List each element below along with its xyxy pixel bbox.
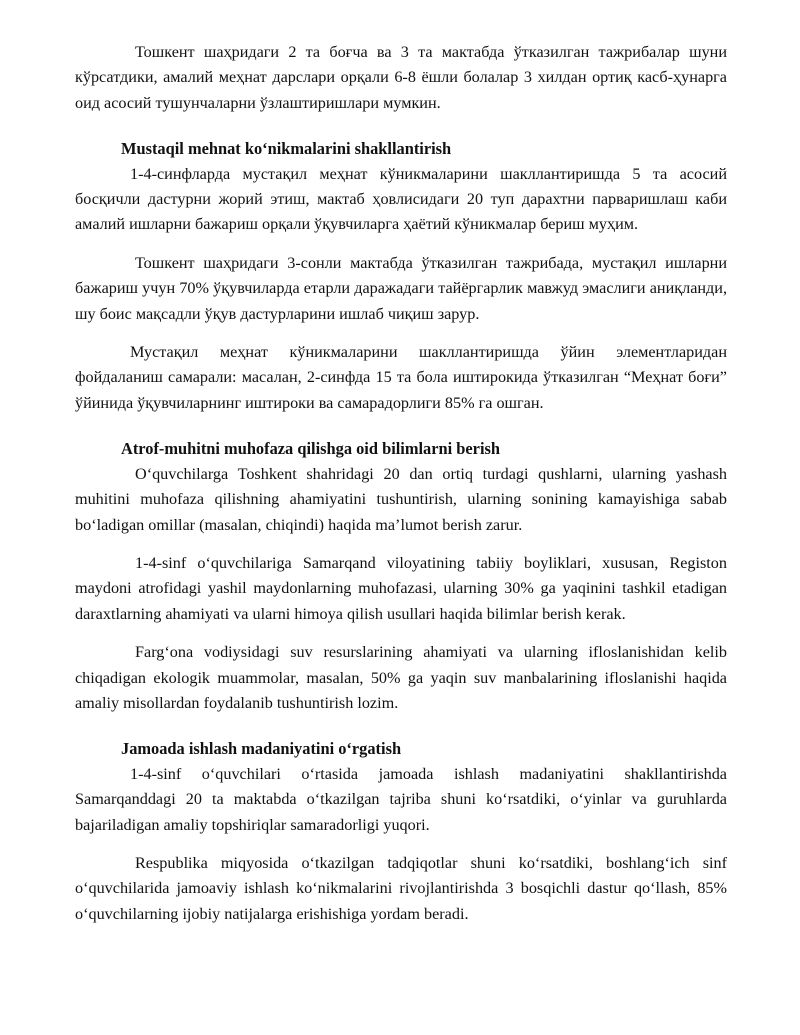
document-page (75, 40, 727, 927)
paragraph-independent-work-2: Тошкент шаҳридаги 3-сонли мактабда ўтказилган тажрибада, мустақил ишларни бажариш учун 70% ўқувчиларда етарли даражадаги тайёргарлик мавжуд эмаслиги аниқланди, шу боис мақсадли ўқув дастурларини ишлаб чиқиш зарур. (75, 253, 727, 323)
paragraph-environment-1: O‘quvchilarga Toshkent shahridagi 20 dan ortiq turdagi qushlarni, ularning yashash muhitini muhofaza qilishning ahamiyatini tushuntirish, ularning sonining kamayishiga sabab bo‘ladigan omillar (masalan, chiqindi) haqida ma’lumot berish zarur. (75, 464, 727, 534)
paragraph-teamwork-1: 1-4-sinf o‘quvchilari o‘rtasida jamoada ishlash madaniyatini shakllantirishda Samarqanddagi 20 ta maktabda o‘tkazilgan tajriba shuni ko‘rsatdiki, o‘yinlar va guruhlarda bajariladigan amaliy topshiriqlar samaradorligi yuqori. (75, 764, 727, 834)
paragraph-independent-work-1: 1-4-синфларда мустақил меҳнат кўникмаларини шакллантиришда 5 та асосий босқичли дастурни жорий этиш, мактаб ҳовлисидаги 20 туп дарахтни парваришлаш каби амалий ишларни бажариш орқали ўқувчиларга ҳаётий кўникмалар бериш муҳим. (75, 164, 727, 234)
paragraph-teamwork-2: Respublika miqyosida o‘tkazilgan tadqiqotlar shuni ko‘rsatdiki, boshlang‘ich sinf o‘quvchilarida jamoaviy ishlash ko‘nikmalarini rivojlantirishda 3 bosqichli dastur qo‘llash, 85% o‘quvchilarning ijobiy natijalarga erishishiga yordam beradi. (75, 853, 727, 923)
section-heading-teamwork: Jamoada ishlash madaniyatini o‘rgatish (121, 739, 402, 759)
paragraph-environment-3: Farg‘ona vodiysidagi suv resurslarining ahamiyati va ularning ifloslanishidan kelib chiqadigan ekologik muammolar, masalan, 50% ga yaqin suv manbalarining ifloslanishi haqida amaliy misollardan foydalanib tushuntirish lozim. (75, 643, 727, 712)
paragraph-independent-work-3: Мустақил меҳнат кўникмаларини шакллантиришда ўйин элементларидан фойдаланиш самарали: масалан, 2-синфда 15 та бола иштирокида ўтказилган “Меҳнат боғи” ўйинида ўқувчиларнинг иштироки ва самарадорлиги 85% га ошган. (75, 343, 727, 412)
section-heading-environment: Atrof-muhitni muhofaza qilishga oid bilimlarni berish (121, 439, 501, 459)
section-heading-independent-work: Mustaqil mehnat ko‘nikmalarini shakllantirish (121, 139, 452, 159)
intro-paragraph: Тошкент шаҳридаги 2 та боғча ва 3 та мактабда ўтказилган тажрибалар шуни кўрсатдики, амалий меҳнат дарслари орқали 6-8 ёшли болалар 3 хилдан ортиқ касб-ҳунарга оид асосий тушунчаларни ўзлаштиришлари мумкин. (75, 43, 727, 112)
paragraph-environment-2: 1-4-sinf o‘quvchilariga Samarqand viloyatining tabiiy boyliklari, xususan, Registon maydoni atrofidagi yashil maydonlarning muhofazasi, ularning 30% ga yaqinini tashkil etadigan daraxtlarning ahamiyati va ularni himoya qilish usullari haqida bilimlar berish kerak. (75, 553, 727, 623)
